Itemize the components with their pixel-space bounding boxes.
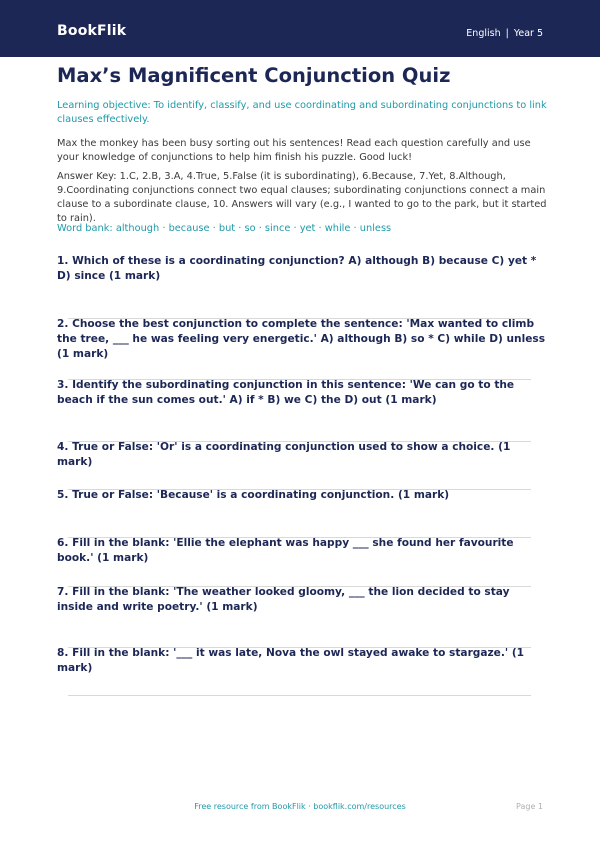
header-separator: | <box>505 28 509 39</box>
question-6: 6. Fill in the blank: 'Ellie the elephant was happy ___ she found her favourite book.' (1 mark) <box>57 537 514 564</box>
question-4: 4. True or False: 'Or' is a coordinating conjunction used to show a choice. (1 mark) <box>57 441 511 468</box>
question-3: 3. Identify the subordinating conjunction in this sentence: 'We can go to the beach if the sun comes out.' A) if * B) we C) the D) out (1 mark) <box>57 379 515 406</box>
question-2: 2. Choose the best conjunction to complete the sentence: 'Max wanted to climb the tree, ___ he was feeling very energetic.' A) although B) so * C) while D) unless (1 mark) <box>57 318 546 360</box>
answer-line-8 <box>68 695 531 696</box>
header-meta <box>466 28 543 39</box>
question-1: 1. Which of these is a coordinating conjunction? A) although B) because C) yet * D) since (1 mark) <box>57 255 537 282</box>
answer-key: Answer Key: 1.C, 2.B, 3.A, 4.True, 5.False (it is subordinating), 6.Because, 7.Yet, 8.Although, 9.Coordinating conjunctions connect two equal clauses; subordinating conjunctions connect a main clause to a subordinate clause, 10. Answers will vary (e.g., I wanted to go to the park, but it started to rain). <box>57 171 547 224</box>
page-number: Page 1 <box>516 802 543 811</box>
site-header <box>0 0 600 57</box>
learning-objective: Learning objective: To identify, classify, and use coordinating and subordinating conjunctions to link clauses effectively. <box>57 100 547 125</box>
question-8: 8. Fill in the blank: '___ it was late, Nova the owl stayed awake to stargaze.' (1 mark) <box>57 647 525 674</box>
question-5: 5. True or False: 'Because' is a coordinating conjunction. (1 mark) <box>57 489 450 501</box>
subject-label: English <box>466 28 501 39</box>
intro-text: Max the monkey has been busy sorting out his sentences! Read each question carefully and use your knowledge of conjunctions to help him finish his puzzle. Good luck! <box>57 138 531 163</box>
footer-credit[interactable]: Free resource from BookFlik · bookflik.com/resources <box>194 802 406 811</box>
year-label: Year 5 <box>513 28 543 39</box>
question-7: 7. Fill in the blank: 'The weather looked gloomy, ___ the lion decided to stay inside and write poetry.' (1 mark) <box>57 586 510 613</box>
page-title: Max’s Magnificent Conjunction Quiz <box>57 64 451 87</box>
word-bank: Word bank: although · because · but · so · since · yet · while · unless <box>57 223 392 234</box>
brand-logo[interactable]: BookFlik <box>57 23 127 39</box>
